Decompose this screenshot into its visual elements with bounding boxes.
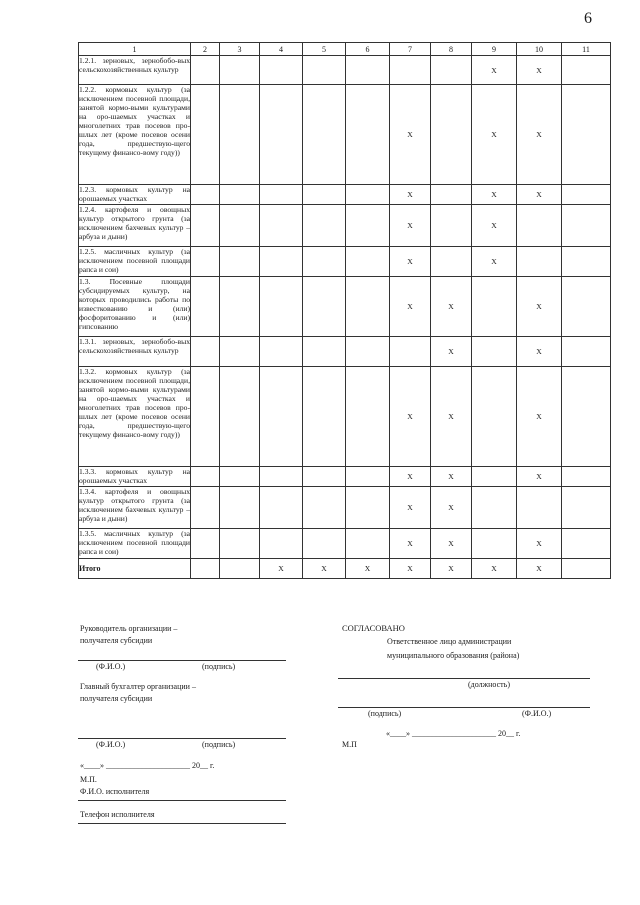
cell-col-9 <box>472 467 517 487</box>
cell-col-2 <box>191 185 220 205</box>
cell-col-7: X <box>390 277 431 337</box>
cell-col-6 <box>346 247 390 277</box>
accountant-title-line1: Главный бухгалтер организации – <box>80 682 196 691</box>
cell-col-8: X <box>431 467 472 487</box>
cell-col-8: X <box>431 529 472 559</box>
cell-col-9: X <box>472 559 517 579</box>
cell-col-6 <box>346 487 390 529</box>
column-header: 3 <box>220 43 260 56</box>
head-sign-caption: (подпись) <box>202 662 236 671</box>
cell-col-3 <box>220 56 260 85</box>
cell-col-7: X <box>390 487 431 529</box>
subsidy-crops-table <box>78 42 611 579</box>
cell-col-8 <box>431 185 472 205</box>
cell-col-3 <box>220 529 260 559</box>
cell-col-9: X <box>472 185 517 205</box>
cell-col-6 <box>346 205 390 247</box>
cell-col-9: X <box>472 247 517 277</box>
cell-col-11 <box>562 467 611 487</box>
cell-col-10: X <box>517 529 562 559</box>
cell-col-2 <box>191 467 220 487</box>
column-header: 2 <box>191 43 220 56</box>
cell-col-8 <box>431 205 472 247</box>
cell-col-5: X <box>303 559 346 579</box>
cell-col-6: X <box>346 559 390 579</box>
column-header: 4 <box>260 43 303 56</box>
cell-col-5 <box>303 367 346 467</box>
cell-col-3 <box>220 487 260 529</box>
cell-col-9: X <box>472 56 517 85</box>
cell-col-2 <box>191 277 220 337</box>
position-line <box>338 678 590 679</box>
table-row <box>79 487 611 529</box>
cell-col-8: X <box>431 337 472 367</box>
cell-col-3 <box>220 559 260 579</box>
cell-col-7: X <box>390 367 431 467</box>
cell-col-4 <box>260 467 303 487</box>
cell-col-11 <box>562 487 611 529</box>
right-stamp: М.П <box>342 740 357 749</box>
cell-col-6 <box>346 85 390 185</box>
executor-fio-label: Ф.И.О. исполнителя <box>80 787 150 796</box>
cell-col-4 <box>260 247 303 277</box>
cell-col-9 <box>472 277 517 337</box>
cell-col-4 <box>260 367 303 467</box>
header-row <box>79 43 611 56</box>
cell-col-10: X <box>517 559 562 579</box>
right-date: «____» _____________________ 20__ г. <box>386 729 521 738</box>
cell-col-3 <box>220 337 260 367</box>
cell-col-7: X <box>390 185 431 205</box>
cell-col-2 <box>191 337 220 367</box>
cell-col-8: X <box>431 277 472 337</box>
cell-col-10: X <box>517 185 562 205</box>
official-title-line2: муниципального образования (района) <box>387 651 520 660</box>
cell-col-11 <box>562 337 611 367</box>
column-header: 1 <box>79 43 191 56</box>
cell-col-2 <box>191 247 220 277</box>
cell-col-7: X <box>390 85 431 185</box>
cell-col-3 <box>220 277 260 337</box>
cell-col-2 <box>191 367 220 467</box>
cell-col-5 <box>303 337 346 367</box>
executor-phone-label: Телефон исполнителя <box>80 810 155 819</box>
cell-col-9 <box>472 337 517 367</box>
column-header: 10 <box>517 43 562 56</box>
cell-col-4 <box>260 487 303 529</box>
page-number: 6 <box>584 10 592 27</box>
cell-col-8: X <box>431 367 472 467</box>
table-row <box>79 185 611 205</box>
cell-col-2 <box>191 487 220 529</box>
cell-col-7 <box>390 337 431 367</box>
row-label: 1.2.1. зерновых, зернобобо-вых сельскохозяйственных культур <box>79 56 191 85</box>
table-row <box>79 205 611 247</box>
cell-col-2 <box>191 56 220 85</box>
cell-col-7: X <box>390 247 431 277</box>
cell-col-5 <box>303 85 346 185</box>
accountant-fio-caption: (Ф.И.О.) <box>96 740 126 749</box>
column-header: 6 <box>346 43 390 56</box>
cell-col-8: X <box>431 487 472 529</box>
cell-col-3 <box>220 247 260 277</box>
table-row <box>79 529 611 559</box>
cell-col-10: X <box>517 56 562 85</box>
cell-col-6 <box>346 185 390 205</box>
executor-fio-line <box>78 800 286 801</box>
table-row <box>79 367 611 467</box>
cell-col-8 <box>431 85 472 185</box>
table-row <box>79 85 611 185</box>
cell-col-6 <box>346 467 390 487</box>
cell-col-7 <box>390 56 431 85</box>
cell-col-9 <box>472 367 517 467</box>
row-label: 1.2.3. кормовых культур на орошаемых участках <box>79 185 190 203</box>
accountant-sign-caption: (подпись) <box>202 740 236 749</box>
row-label: 1.3.5. масличных культур (за исключением посевной площади рапса и сои) <box>79 529 191 559</box>
position-caption: (должность) <box>468 680 510 689</box>
cell-col-8 <box>431 56 472 85</box>
row-label: 1.3.2. кормовых культур (за исключением посевной площади, занятой кормо-выми культурами на оро-шаемых участках и многолетних трав посевов про-шлых лет (кроме посевов осени года, предшествую-щего текущему финансо-вому году)) <box>79 367 191 467</box>
cell-col-10: X <box>517 85 562 185</box>
column-header: 8 <box>431 43 472 56</box>
cell-col-9: X <box>472 85 517 185</box>
cell-col-5 <box>303 56 346 85</box>
cell-col-10: X <box>517 277 562 337</box>
cell-col-5 <box>303 277 346 337</box>
row-label: Итого <box>79 559 191 579</box>
cell-col-9: X <box>472 205 517 247</box>
cell-col-11 <box>562 367 611 467</box>
agreed-heading: СОГЛАСОВАНО <box>342 623 405 633</box>
official-fio-caption: (Ф.И.О.) <box>522 709 552 718</box>
cell-col-9 <box>472 529 517 559</box>
cell-col-4 <box>260 185 303 205</box>
official-signature-line <box>338 707 590 708</box>
cell-col-3 <box>220 205 260 247</box>
cell-col-3 <box>220 367 260 467</box>
cell-col-11 <box>562 277 611 337</box>
column-header: 9 <box>472 43 517 56</box>
cell-col-2 <box>191 205 220 247</box>
head-signature-line <box>78 660 286 661</box>
accountant-signature-line <box>78 738 286 739</box>
cell-col-5 <box>303 247 346 277</box>
left-stamp: М.П. <box>80 775 97 784</box>
table-row <box>79 337 611 367</box>
cell-col-4 <box>260 277 303 337</box>
column-header: 11 <box>562 43 611 56</box>
cell-col-3 <box>220 185 260 205</box>
cell-col-11 <box>562 559 611 579</box>
cell-col-5 <box>303 205 346 247</box>
row-label: 1.3.4. картофеля и овощных культур открытого грунта (за исключением бахчевых культур – арбуза и дыни) <box>79 487 191 529</box>
cell-col-4 <box>260 205 303 247</box>
table-row <box>79 277 611 337</box>
cell-col-4 <box>260 56 303 85</box>
table-row <box>79 56 611 85</box>
row-label: 1.3.1. зерновых, зернобобо-вых сельскохозяйственных культур <box>79 337 191 367</box>
cell-col-6 <box>346 529 390 559</box>
row-label: 1.2.5. масличных культур (за исключением посевной площади рапса и сои) <box>79 247 191 277</box>
cell-col-5 <box>303 185 346 205</box>
cell-col-3 <box>220 85 260 185</box>
cell-col-4 <box>260 85 303 185</box>
cell-col-11 <box>562 247 611 277</box>
cell-col-11 <box>562 85 611 185</box>
cell-col-9 <box>472 487 517 529</box>
column-header: 5 <box>303 43 346 56</box>
cell-col-6 <box>346 367 390 467</box>
row-label: 1.3.3. кормовых культур на орошаемых участках <box>79 467 190 485</box>
column-header: 7 <box>390 43 431 56</box>
cell-col-6 <box>346 337 390 367</box>
cell-col-2 <box>191 529 220 559</box>
head-title-line1: Руководитель организации – <box>80 624 178 633</box>
cell-col-6 <box>346 56 390 85</box>
cell-col-6 <box>346 277 390 337</box>
cell-col-4: X <box>260 559 303 579</box>
row-label: 1.2.2. кормовых культур (за исключением посевной площади, занятой кормо-выми культурами на оро-шаемых участках и многолетних трав посевов про-шлых лет (кроме посевов осени года, предшествую-щего текущему финансо-вому году)) <box>79 85 191 185</box>
accountant-title-line2: получателя субсидии <box>80 694 153 703</box>
cell-col-8 <box>431 247 472 277</box>
head-fio-caption: (Ф.И.О.) <box>96 662 126 671</box>
row-label: 1.3. Посевные площади субсидируемых культур, на которых проводились работы по известкованию и (или) фосфоритованию и (или) гипсованию <box>79 277 191 337</box>
cell-col-5 <box>303 529 346 559</box>
table-row <box>79 467 611 487</box>
official-title-line1: Ответственное лицо администрации <box>387 637 512 646</box>
official-sign-caption: (подпись) <box>368 709 402 718</box>
head-title-line2: получателя субсидии <box>80 636 153 645</box>
cell-col-7: X <box>390 529 431 559</box>
cell-col-8: X <box>431 559 472 579</box>
cell-col-10: X <box>517 467 562 487</box>
table-row <box>79 247 611 277</box>
cell-col-11 <box>562 56 611 85</box>
cell-col-10 <box>517 487 562 529</box>
cell-col-5 <box>303 487 346 529</box>
cell-col-4 <box>260 337 303 367</box>
executor-phone-line <box>78 823 286 824</box>
cell-col-11 <box>562 205 611 247</box>
cell-col-7: X <box>390 205 431 247</box>
cell-col-11 <box>562 185 611 205</box>
cell-col-5 <box>303 467 346 487</box>
cell-col-3 <box>220 467 260 487</box>
cell-col-7: X <box>390 467 431 487</box>
cell-col-4 <box>260 529 303 559</box>
cell-col-2 <box>191 559 220 579</box>
cell-col-2 <box>191 85 220 185</box>
cell-col-11 <box>562 529 611 559</box>
cell-col-10 <box>517 205 562 247</box>
left-date: «____» _____________________ 20__ г. <box>80 761 215 770</box>
cell-col-10: X <box>517 367 562 467</box>
cell-col-10 <box>517 247 562 277</box>
cell-col-10: X <box>517 337 562 367</box>
row-label: 1.2.4. картофеля и овощных культур открытого грунта (за исключением бахчевых культур – арбуза и дыни) <box>79 205 191 247</box>
cell-col-7: X <box>390 559 431 579</box>
total-row <box>79 559 611 579</box>
